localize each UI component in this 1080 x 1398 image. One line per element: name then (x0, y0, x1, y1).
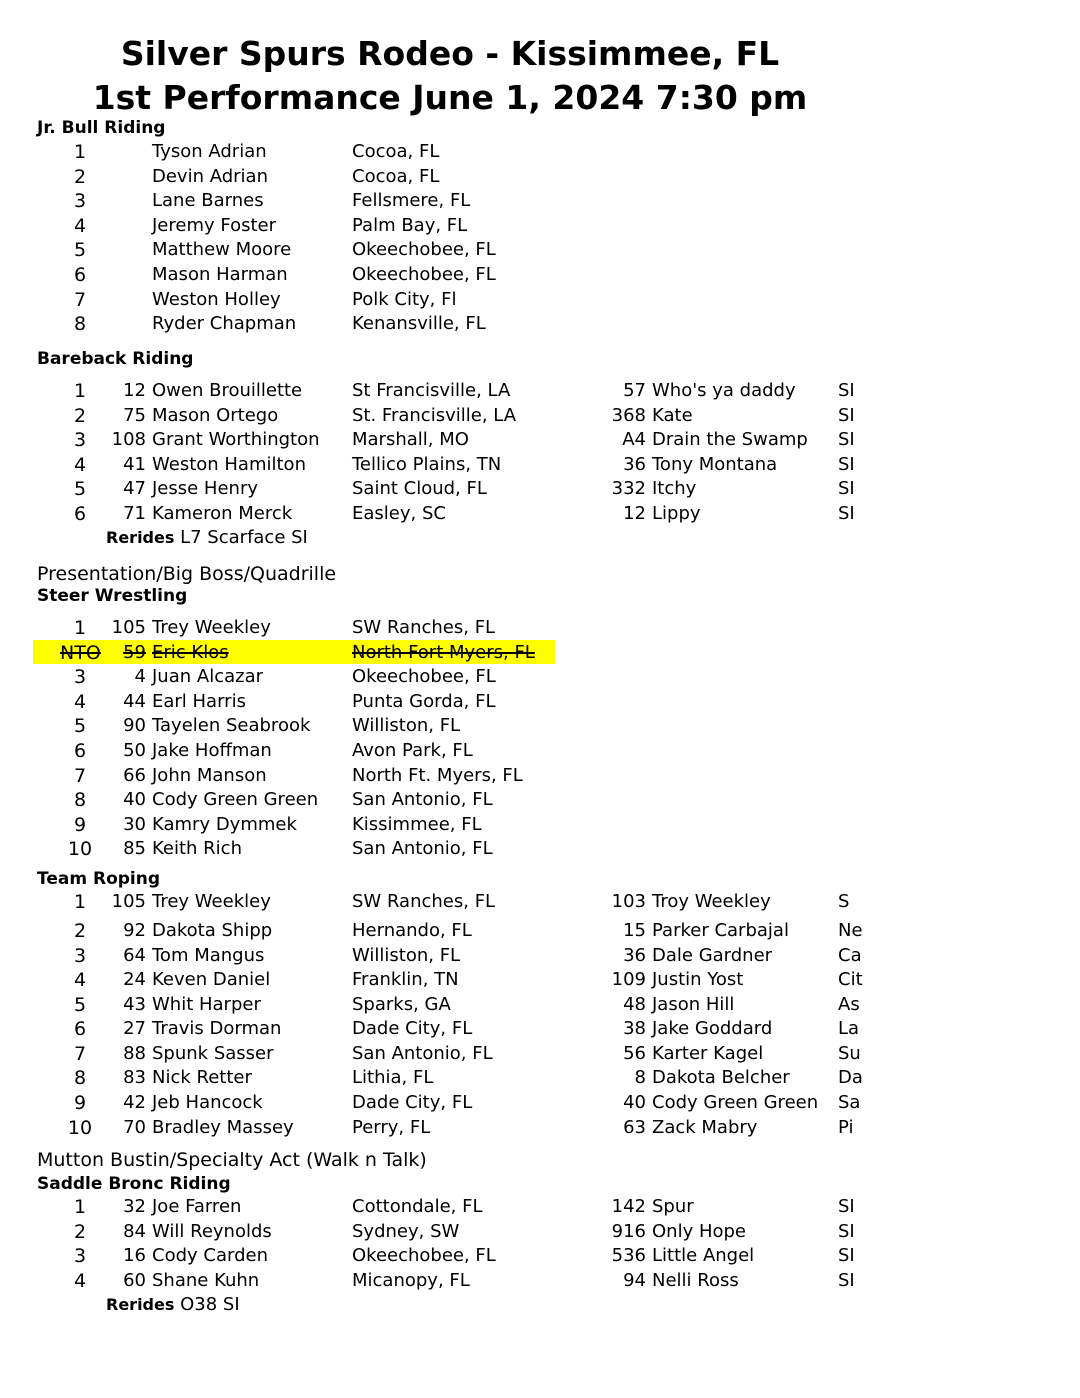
entry-row (0, 690, 1080, 714)
hometown: Fellsmere, FL (352, 190, 471, 211)
header-name: Jeb Hancock (152, 1092, 263, 1113)
heeler-name: Parker Carbajal (652, 920, 789, 941)
contestant-name: Tyson Adrian (152, 141, 267, 162)
position-number: 1 (73, 617, 87, 639)
heeler-name: Jason Hill (652, 994, 735, 1015)
performance-subtitle: 1st Performance June 1, 2024 7:30 pm (92, 78, 808, 117)
hometown: Polk City, Fl (352, 289, 457, 310)
hometown: Okeechobee, FL (352, 1245, 496, 1266)
entry-row (0, 428, 1080, 452)
position-number: 5 (73, 239, 87, 261)
heeler-hometown: Sa (838, 1092, 861, 1113)
heeler-hometown: La (838, 1018, 860, 1039)
position-number: 4 (73, 215, 87, 237)
entry-row (0, 714, 1080, 738)
entry-row (0, 1091, 1080, 1115)
header-hometown: Perry, FL (352, 1117, 431, 1138)
header-back-number: 43 (123, 994, 146, 1015)
entry-row (0, 1066, 1080, 1090)
position-number: 1 (73, 891, 87, 913)
header-name: Spunk Sasser (152, 1043, 274, 1064)
stock-number: 332 (611, 478, 646, 499)
entry-row (0, 312, 1080, 336)
position-number: 6 (73, 740, 87, 762)
hometown: St Francisville, LA (352, 380, 511, 401)
rerides-line (106, 526, 308, 550)
heeler-hometown: S (838, 891, 850, 912)
contestant-name: Weston Holley (152, 289, 281, 310)
stock-name: Spur (652, 1196, 694, 1217)
position-number: 9 (73, 814, 87, 836)
position-number: 10 (67, 1117, 93, 1139)
header-name: Tom Mangus (152, 945, 265, 966)
position-number: 3 (73, 429, 87, 451)
header-back-number: 88 (123, 1043, 146, 1064)
header-back-number: 105 (111, 891, 146, 912)
hometown: Kissimmee, FL (352, 814, 482, 835)
hometown: Sydney, SW (352, 1221, 460, 1242)
contestant-name: Grant Worthington (152, 429, 320, 450)
position-number: 7 (73, 289, 87, 311)
entry-row (0, 890, 1080, 914)
position-number: 1 (73, 380, 87, 402)
back-number: 16 (123, 1245, 146, 1266)
hometown: Williston, FL (352, 715, 461, 736)
stock-name: Little Angel (652, 1245, 755, 1266)
stock-name: Only Hope (652, 1221, 746, 1242)
entry-row (0, 502, 1080, 526)
contestant-name: Owen Brouillette (152, 380, 303, 401)
contestant-name: Earl Harris (152, 691, 246, 712)
stock-contractor-code: SI (838, 503, 855, 524)
hometown: North Ft. Myers, FL (352, 765, 523, 786)
heeler-name: Justin Yost (652, 969, 744, 990)
entry-row (0, 739, 1080, 763)
contestant-name: Shane Kuhn (152, 1270, 260, 1291)
stock-contractor-code: SI (838, 429, 855, 450)
position-number: 5 (73, 994, 87, 1016)
position-number: 4 (73, 1270, 87, 1292)
back-number: 44 (123, 691, 146, 712)
back-number: 41 (123, 454, 146, 475)
interlude-mutton-bustin: Mutton Bustin/Specialty Act (Walk n Talk) (37, 1149, 427, 1171)
stock-name: Drain the Swamp (652, 429, 808, 450)
stock-contractor-code: SI (838, 1270, 855, 1291)
interlude-presentation: Presentation/Big Boss/Quadrille (37, 563, 337, 585)
saddle-bronc-heading: Saddle Bronc Riding (37, 1174, 231, 1194)
header-back-number: 64 (123, 945, 146, 966)
contestant-name: Lane Barnes (152, 190, 264, 211)
position-number: 10 (67, 838, 93, 860)
entry-row (0, 140, 1080, 164)
stock-contractor-code: SI (838, 1196, 855, 1217)
hometown: Okeechobee, FL (352, 239, 496, 260)
contestant-name: Keith Rich (152, 838, 242, 859)
position-number: 8 (73, 313, 87, 335)
contestant-name: Ryder Chapman (152, 313, 297, 334)
stock-number: 142 (611, 1196, 646, 1217)
hometown: Cocoa, FL (352, 166, 440, 187)
stock-number: 536 (611, 1245, 646, 1266)
hometown: Avon Park, FL (352, 740, 473, 761)
heeler-hometown: Cit (838, 969, 863, 990)
position-number: 4 (73, 454, 87, 476)
position-number: 1 (73, 141, 87, 163)
header-back-number: 83 (123, 1067, 146, 1088)
hometown: San Antonio, FL (352, 789, 493, 810)
back-number: 108 (111, 429, 146, 450)
hometown: San Antonio, FL (352, 838, 493, 859)
entry-row (0, 453, 1080, 477)
contestant-name: Jeremy Foster (152, 215, 277, 236)
contestant-name: Eric Klos (152, 642, 229, 663)
stock-name: Kate (652, 405, 693, 426)
stock-contractor-code: SI (838, 405, 855, 426)
back-number: 59 (123, 642, 146, 663)
header-hometown: Franklin, TN (352, 969, 459, 990)
position-number: 8 (73, 1067, 87, 1089)
header-hometown: Lithia, FL (352, 1067, 434, 1088)
back-number: 66 (123, 765, 146, 786)
hometown: Cocoa, FL (352, 141, 440, 162)
heeler-back-number: 109 (611, 969, 646, 990)
heeler-back-number: 63 (623, 1117, 646, 1138)
rerides-label: Rerides (106, 528, 175, 547)
heeler-hometown: Ne (838, 920, 863, 941)
position-number: 7 (73, 765, 87, 787)
hometown: Okeechobee, FL (352, 666, 496, 687)
position-number: 4 (73, 691, 87, 713)
contestant-name: Mason Ortego (152, 405, 279, 426)
jr-bull-riding-heading: Jr. Bull Riding (37, 118, 166, 138)
entry-row (0, 764, 1080, 788)
back-number: 12 (123, 380, 146, 401)
header-hometown: Williston, FL (352, 945, 461, 966)
contestant-name: Tayelen Seabrook (152, 715, 311, 736)
position-number: 3 (73, 190, 87, 212)
stock-contractor-code: SI (838, 478, 855, 499)
stock-number: 57 (623, 380, 646, 401)
stock-name: Nelli Ross (652, 1270, 739, 1291)
hometown: Saint Cloud, FL (352, 478, 487, 499)
entry-row (0, 1269, 1080, 1293)
heeler-back-number: 40 (623, 1092, 646, 1113)
entry-row (0, 837, 1080, 861)
contestant-name: Cody Green Green (152, 789, 319, 810)
position-number: 3 (73, 945, 87, 967)
back-number: 85 (123, 838, 146, 859)
entry-row (0, 379, 1080, 403)
contestant-name: Trey Weekley (152, 617, 271, 638)
hometown: Palm Bay, FL (352, 215, 468, 236)
header-hometown: SW Ranches, FL (352, 891, 496, 912)
position-number: NTO (60, 642, 101, 664)
stock-name: Itchy (652, 478, 697, 499)
heeler-back-number: 103 (611, 891, 646, 912)
header-name: Nick Retter (152, 1067, 252, 1088)
back-number: 71 (123, 503, 146, 524)
contestant-name: Mason Harman (152, 264, 288, 285)
header-name: Whit Harper (152, 994, 261, 1015)
stock-number: 368 (611, 405, 646, 426)
rerides-value: O38 SI (180, 1294, 240, 1315)
stock-name: Who's ya daddy (652, 380, 796, 401)
header-hometown: Dade City, FL (352, 1092, 473, 1113)
hometown: Easley, SC (352, 503, 446, 524)
header-hometown: Dade City, FL (352, 1018, 473, 1039)
position-number: 1 (73, 1196, 87, 1218)
stock-number: 36 (623, 454, 646, 475)
stock-contractor-code: SI (838, 380, 855, 401)
position-number: 6 (73, 503, 87, 525)
contestant-name: Kamry Dymmek (152, 814, 297, 835)
stock-name: Tony Montana (652, 454, 778, 475)
hometown: Micanopy, FL (352, 1270, 470, 1291)
hometown: Kenansville, FL (352, 313, 486, 334)
header-name: Travis Dorman (152, 1018, 282, 1039)
heeler-back-number: 48 (623, 994, 646, 1015)
position-number: 3 (73, 1245, 87, 1267)
heeler-hometown: Su (838, 1043, 861, 1064)
entry-row (0, 968, 1080, 992)
header-back-number: 24 (123, 969, 146, 990)
entry-row (0, 944, 1080, 968)
entry-row (0, 1116, 1080, 1140)
rerides-line (106, 1293, 240, 1317)
entry-row (0, 813, 1080, 837)
hometown: SW Ranches, FL (352, 617, 496, 638)
hometown: Okeechobee, FL (352, 264, 496, 285)
back-number: 40 (123, 789, 146, 810)
back-number: 60 (123, 1270, 146, 1291)
back-number: 50 (123, 740, 146, 761)
entry-row (0, 404, 1080, 428)
heeler-back-number: 15 (623, 920, 646, 941)
stock-number: 12 (623, 503, 646, 524)
entry-row (0, 993, 1080, 1017)
contestant-name: Jesse Henry (152, 478, 259, 499)
header-hometown: Hernando, FL (352, 920, 472, 941)
entry-row (0, 189, 1080, 213)
position-number: 7 (73, 1043, 87, 1065)
position-number: 3 (73, 666, 87, 688)
hometown: Punta Gorda, FL (352, 691, 496, 712)
position-number: 2 (73, 1221, 87, 1243)
heeler-name: Cody Green Green (652, 1092, 819, 1113)
hometown: Tellico Plains, TN (352, 454, 502, 475)
stock-number: A4 (622, 429, 646, 450)
hometown: North Fort Myers, FL (352, 642, 535, 663)
header-back-number: 42 (123, 1092, 146, 1113)
entry-row (0, 214, 1080, 238)
position-number: 4 (73, 969, 87, 991)
header-name: Keven Daniel (152, 969, 271, 990)
contestant-name: Jake Hoffman (152, 740, 272, 761)
back-number: 75 (123, 405, 146, 426)
heeler-name: Troy Weekley (652, 891, 771, 912)
stock-number: 916 (611, 1221, 646, 1242)
entry-row (0, 165, 1080, 189)
header-back-number: 27 (123, 1018, 146, 1039)
header-name: Trey Weekley (152, 891, 271, 912)
header-back-number: 70 (123, 1117, 146, 1138)
heeler-name: Jake Goddard (652, 1018, 773, 1039)
entry-row (0, 616, 1080, 640)
bareback-rerides (0, 526, 1080, 550)
entry-row (0, 1244, 1080, 1268)
header-hometown: San Antonio, FL (352, 1043, 493, 1064)
entry-row (0, 288, 1080, 312)
entry-row (0, 238, 1080, 262)
heeler-name: Zack Mabry (652, 1117, 758, 1138)
rerides-label: Rerides (106, 1295, 175, 1314)
contestant-name: Matthew Moore (152, 239, 292, 260)
contestant-name: Kameron Merck (152, 503, 293, 524)
stock-name: Lippy (652, 503, 701, 524)
position-number: 2 (73, 166, 87, 188)
stock-contractor-code: SI (838, 1221, 855, 1242)
position-number: 9 (73, 1092, 87, 1114)
heeler-hometown: Ca (838, 945, 862, 966)
entry-row (0, 263, 1080, 287)
contestant-name: Devin Adrian (152, 166, 268, 187)
position-number: 5 (73, 715, 87, 737)
entry-row (0, 665, 1080, 689)
team-roping-heading: Team Roping (37, 869, 161, 889)
document-title: Silver Spurs Rodeo - Kissimmee, FL (120, 34, 780, 73)
heeler-hometown: Pi (838, 1117, 854, 1138)
position-number: 2 (73, 920, 87, 942)
stock-contractor-code: SI (838, 1245, 855, 1266)
entry-row (0, 919, 1080, 943)
header-back-number: 92 (123, 920, 146, 941)
back-number: 32 (123, 1196, 146, 1217)
heeler-back-number: 56 (623, 1043, 646, 1064)
saddle-bronc-rerides (0, 1293, 1080, 1317)
hometown: Marshall, MO (352, 429, 469, 450)
heeler-name: Dale Gardner (652, 945, 773, 966)
bareback-riding-heading: Bareback Riding (37, 349, 194, 369)
entry-row (0, 477, 1080, 501)
heeler-hometown: As (838, 994, 860, 1015)
contestant-name: Weston Hamilton (152, 454, 306, 475)
rerides-value: L7 Scarface SI (180, 527, 308, 548)
contestant-name: Cody Carden (152, 1245, 268, 1266)
position-number: 6 (73, 264, 87, 286)
heeler-hometown: Da (838, 1067, 863, 1088)
position-number: 8 (73, 789, 87, 811)
contestant-name: John Manson (152, 765, 267, 786)
header-name: Dakota Shipp (152, 920, 273, 941)
steer-wrestling-heading: Steer Wrestling (37, 586, 188, 606)
back-number: 84 (123, 1221, 146, 1242)
position-number: 6 (73, 1018, 87, 1040)
entry-row (0, 1017, 1080, 1041)
heeler-name: Dakota Belcher (652, 1067, 790, 1088)
stock-number: 94 (623, 1270, 646, 1291)
header-hometown: Sparks, GA (352, 994, 451, 1015)
back-number: 30 (123, 814, 146, 835)
position-number: 2 (73, 405, 87, 427)
back-number: 90 (123, 715, 146, 736)
entry-row (0, 1042, 1080, 1066)
heeler-back-number: 36 (623, 945, 646, 966)
stock-contractor-code: SI (838, 454, 855, 475)
heeler-name: Karter Kagel (652, 1043, 764, 1064)
heeler-back-number: 8 (634, 1067, 646, 1088)
contestant-name: Will Reynolds (152, 1221, 272, 1242)
header-name: Bradley Massey (152, 1117, 294, 1138)
position-number: 5 (73, 478, 87, 500)
entry-row (0, 788, 1080, 812)
entry-row (0, 1220, 1080, 1244)
contestant-name: Juan Alcazar (152, 666, 263, 687)
hometown: Cottondale, FL (352, 1196, 483, 1217)
heeler-back-number: 38 (623, 1018, 646, 1039)
hometown: St. Francisville, LA (352, 405, 517, 426)
back-number: 105 (111, 617, 146, 638)
back-number: 4 (134, 666, 146, 687)
entry-row (0, 641, 1080, 665)
entry-row (0, 1195, 1080, 1219)
back-number: 47 (123, 478, 146, 499)
contestant-name: Joe Farren (152, 1196, 242, 1217)
